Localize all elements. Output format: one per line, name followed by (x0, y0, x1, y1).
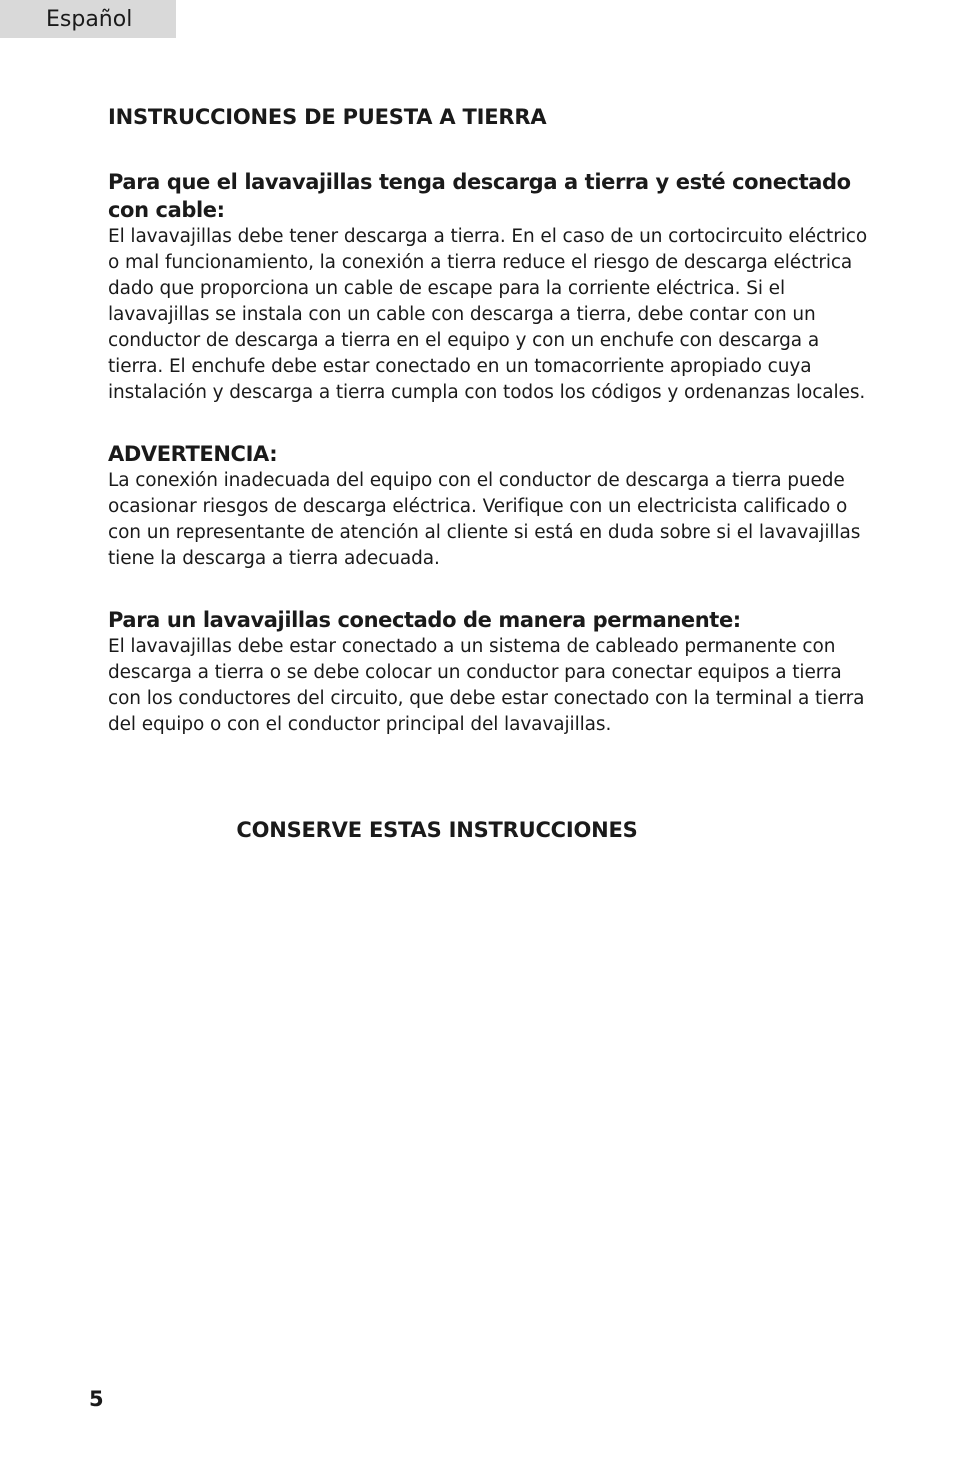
document-body (108, 100, 868, 738)
section-grounded-cable (108, 168, 868, 406)
section-permanent-connection (108, 606, 868, 738)
section-heading: Para que el lavavajillas tenga descarga a tierra y esté conectado con cable: (108, 170, 851, 222)
closing-heading: CONSERVE ESTAS INSTRUCCIONES (236, 818, 638, 842)
section-heading: Para un lavavajillas conectado de manera permanente: (108, 608, 741, 632)
section-paragraph: El lavavajillas debe estar conectado a un sistema de cableado permanente con descarga a tierra o se debe colocar un conductor para conectar equipos a tierra con los conductores del circuito, que debe estar conectado con la terminal a tierra del equipo o con el conductor principal del lavavajillas. (108, 636, 865, 735)
section-paragraph: El lavavajillas debe tener descarga a tierra. En el caso de un cortocircuito eléctrico o mal funcionamiento, la conexión a tierra reduce el riesgo de descarga eléctrica dado que proporciona un cable de escape para la corriente eléctrica. Si el lavavajillas se instala con un cable con descarga a tierra, debe contar con un conductor de descarga a tierra en el equipo y con un enchufe con descarga a tierra. El enchufe debe estar conectado en un tomacorriente apropiado cuya instalación y descarga a tierra cumpla con todos los códigos y ordenanzas locales. (108, 226, 868, 403)
section-warning (108, 440, 868, 572)
page-title: INSTRUCCIONES DE PUESTA A TIERRA (108, 105, 547, 129)
page-number: 5 (89, 1387, 104, 1411)
section-paragraph: La conexión inadecuada del equipo con el conductor de descarga a tierra puede ocasionar riesgos de descarga eléctrica. Verifique con un electricista calificado o con un representante de atención al cliente si está en duda sobre si el lavavajillas tiene la descarga a tierra adecuada. (108, 470, 861, 569)
section-heading: ADVERTENCIA: (108, 442, 278, 466)
language-tab: Español (0, 0, 176, 38)
